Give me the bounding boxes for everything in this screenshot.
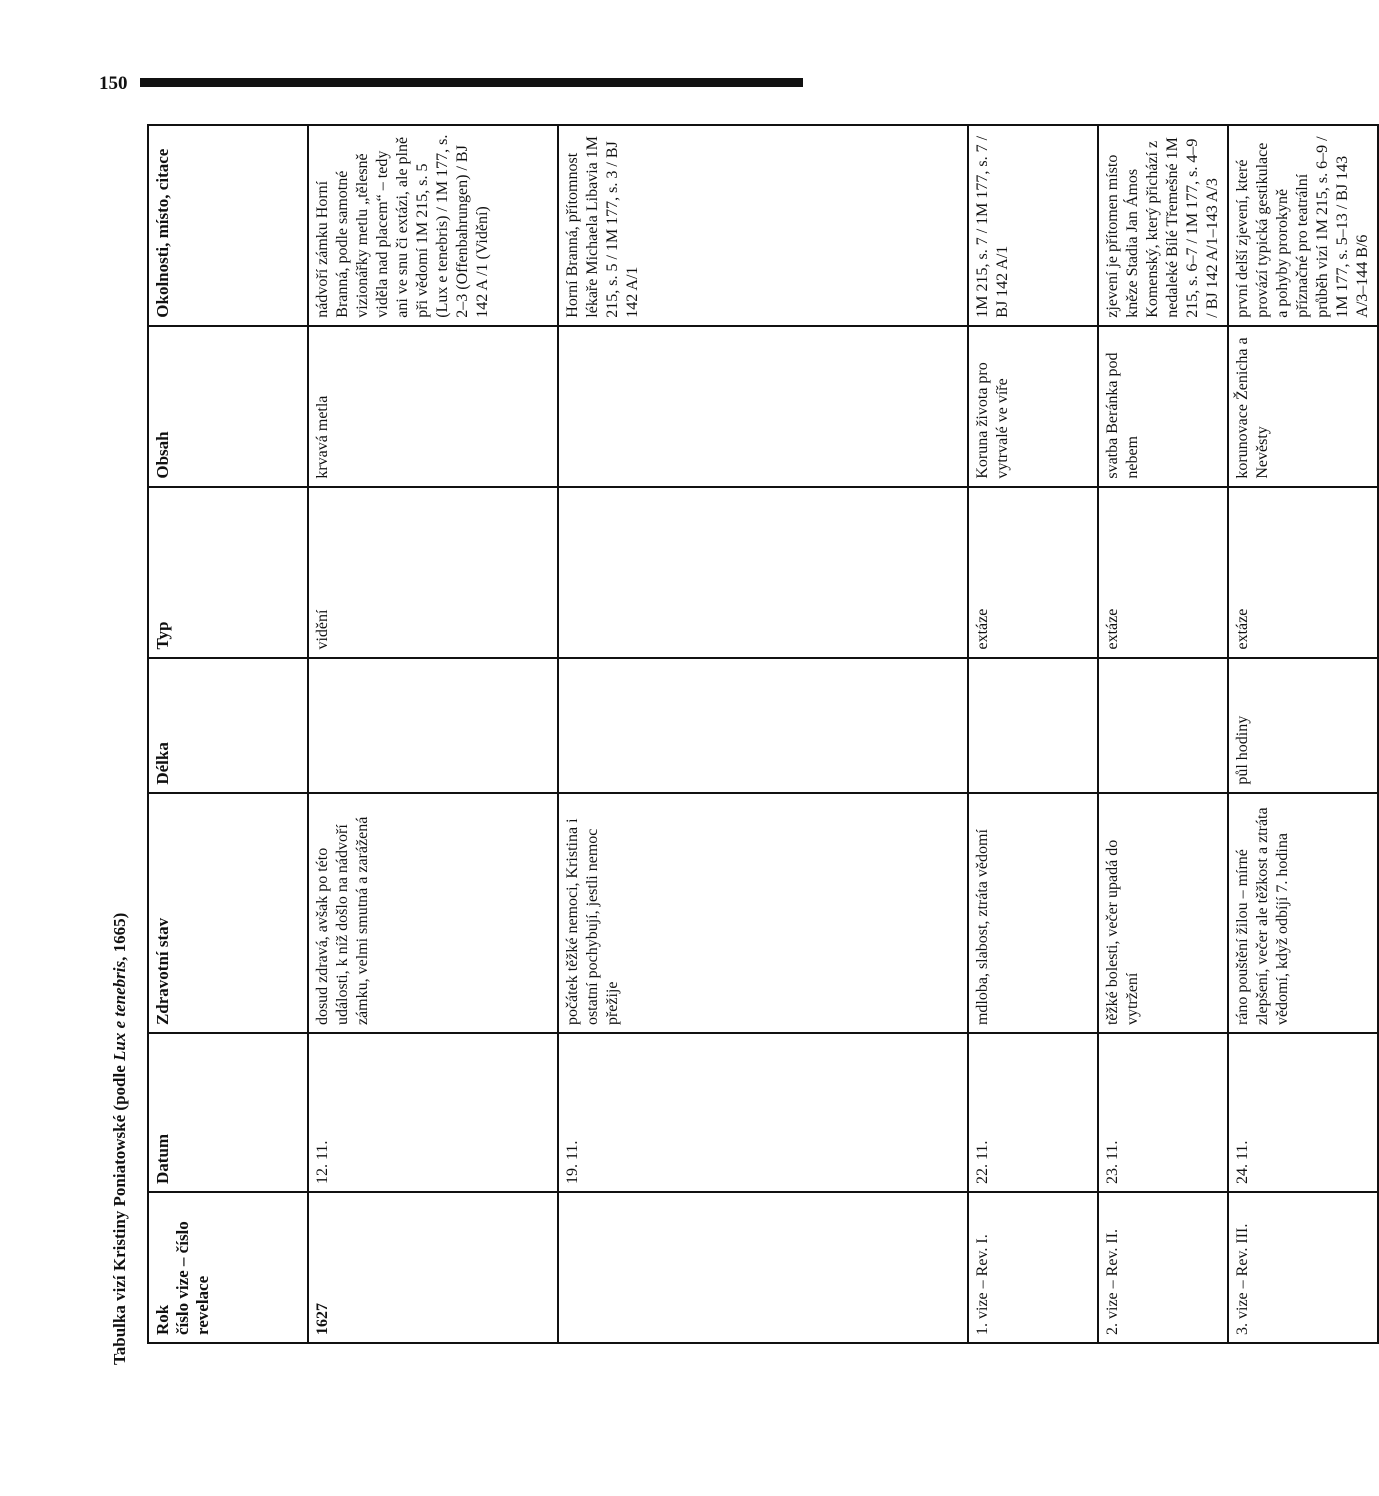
header-rule [140, 78, 803, 87]
cell-zdravotni-stav: mdloba, slabost, ztráta vědomí [968, 793, 1098, 1033]
header-typ: Typ [148, 487, 308, 658]
cell-vize: 1. vize – Rev. I. [968, 1192, 1098, 1343]
header-rok-cislo: Rok číslo vize – číslo revelace [148, 1192, 308, 1343]
cell-okolnosti: 1M 215, s. 7 / 1M 177, s. 7 / BJ 142 A/1 [968, 125, 1098, 326]
cell-delka [1098, 658, 1228, 793]
cell-obsah [558, 326, 968, 487]
cell-obsah: svatba Beránka pod nebem [1098, 326, 1228, 487]
cell-datum: 12. 11. [308, 1033, 558, 1192]
caption-italic-title: Lux e tenebris [110, 960, 129, 1061]
cell-datum: 24. 11. [1228, 1033, 1378, 1192]
cell-typ: extáze [1228, 487, 1378, 658]
cell-zdravotni-stav: těžké bolesti, večer upadá do vytržení [1098, 793, 1228, 1033]
header-obsah: Obsah [148, 326, 308, 487]
table-caption [107, 785, 133, 1365]
cell-vize: 2. vize – Rev. II. [1098, 1192, 1228, 1343]
cell-delka: půl hodiny [1228, 658, 1378, 793]
cell-obsah: korunovace Ženicha a Nevěsty [1228, 326, 1378, 487]
cell-typ: extáze [1098, 487, 1228, 658]
table-row [968, 125, 1098, 1343]
cell-datum: 23. 11. [1098, 1033, 1228, 1192]
cell-zdravotni-stav: ráno pouštění žilou – mírné zlepšení, večer ale těžkost a ztráta vědomí, když odbíjí 7. hodina [1228, 793, 1378, 1033]
cell-delka [558, 658, 968, 793]
cell-datum: 19. 11. [558, 1033, 968, 1192]
table-row [558, 125, 968, 1343]
cell-zdravotni-stav: počátek těžké nemoci, Kristina i ostatní pochybují, jestli nemoc přežije [558, 793, 968, 1033]
table-row [1228, 125, 1378, 1343]
cell-okolnosti: zjevení je přítomen místo kněze Stadia Jan Ámos Komenský, který přichází z nedaleké Bílé Třemešné 1M 215, s. 6–7 / 1M 177, s. 4–9 / BJ 142 A/1–143 A/3 [1098, 125, 1228, 326]
table-row [1098, 125, 1228, 1343]
caption-prefix: Tabulka vizí Kristiny Poniatowské (podle [110, 1060, 129, 1365]
cell-zdravotni-stav: dosud zdravá, avšak po této události, k níž došlo na nádvoří zámku, velmi smutná a zarážená [308, 793, 558, 1033]
table-row [308, 125, 558, 1343]
caption-suffix: , 1665) [110, 912, 129, 961]
header-datum: Datum [148, 1033, 308, 1192]
cell-okolnosti: první delší zjevení, které provází typická gestikulace a pohyby prorokyně příznačné pro teatrální průběh vizí 1M 215, s. 6–9 / 1M 177, s. 5–13 / BJ 143 A/3–144 B/6 [1228, 125, 1378, 326]
header-delka: Délka [148, 658, 308, 793]
table-header-row [148, 125, 308, 1343]
header-okolnosti: Okolnosti, místo, citace [148, 125, 308, 326]
cell-obsah: Koruna života pro vytrvalé ve víře [968, 326, 1098, 487]
page-number: 150 [99, 73, 128, 94]
cell-vize [558, 1192, 968, 1343]
cell-okolnosti: nádvoří zámku Horní Branná, podle samotné vizionářky metlu „tělesně viděla nad placem“ – tedy ani ve snu či extázi, ale plně při vědomí 1M 215, s. 5 (Lux e tenebris) / 1M 177, s. 2–3 (Offenbahrungen) / BJ 142 A /1 (Vidění) [308, 125, 558, 326]
cell-typ [558, 487, 968, 658]
cell-typ: extáze [968, 487, 1098, 658]
header-zdravotni-stav: Zdravotní stav [148, 793, 308, 1033]
visions-table [147, 124, 1379, 1344]
cell-delka [968, 658, 1098, 793]
cell-vize: 3. vize – Rev. III. [1228, 1192, 1378, 1343]
cell-obsah: krvavá metla [308, 326, 558, 487]
cell-vize: 1627 [308, 1192, 558, 1343]
cell-typ: vidění [308, 487, 558, 658]
cell-delka [308, 658, 558, 793]
rotated-table-container [147, 124, 1371, 1344]
cell-okolnosti: Horní Branná, přítomnost lékaře Michaela Libavia 1M 215, s. 5 / 1M 177, s. 3 / BJ 142 A/1 [558, 125, 968, 326]
cell-datum: 22. 11. [968, 1033, 1098, 1192]
